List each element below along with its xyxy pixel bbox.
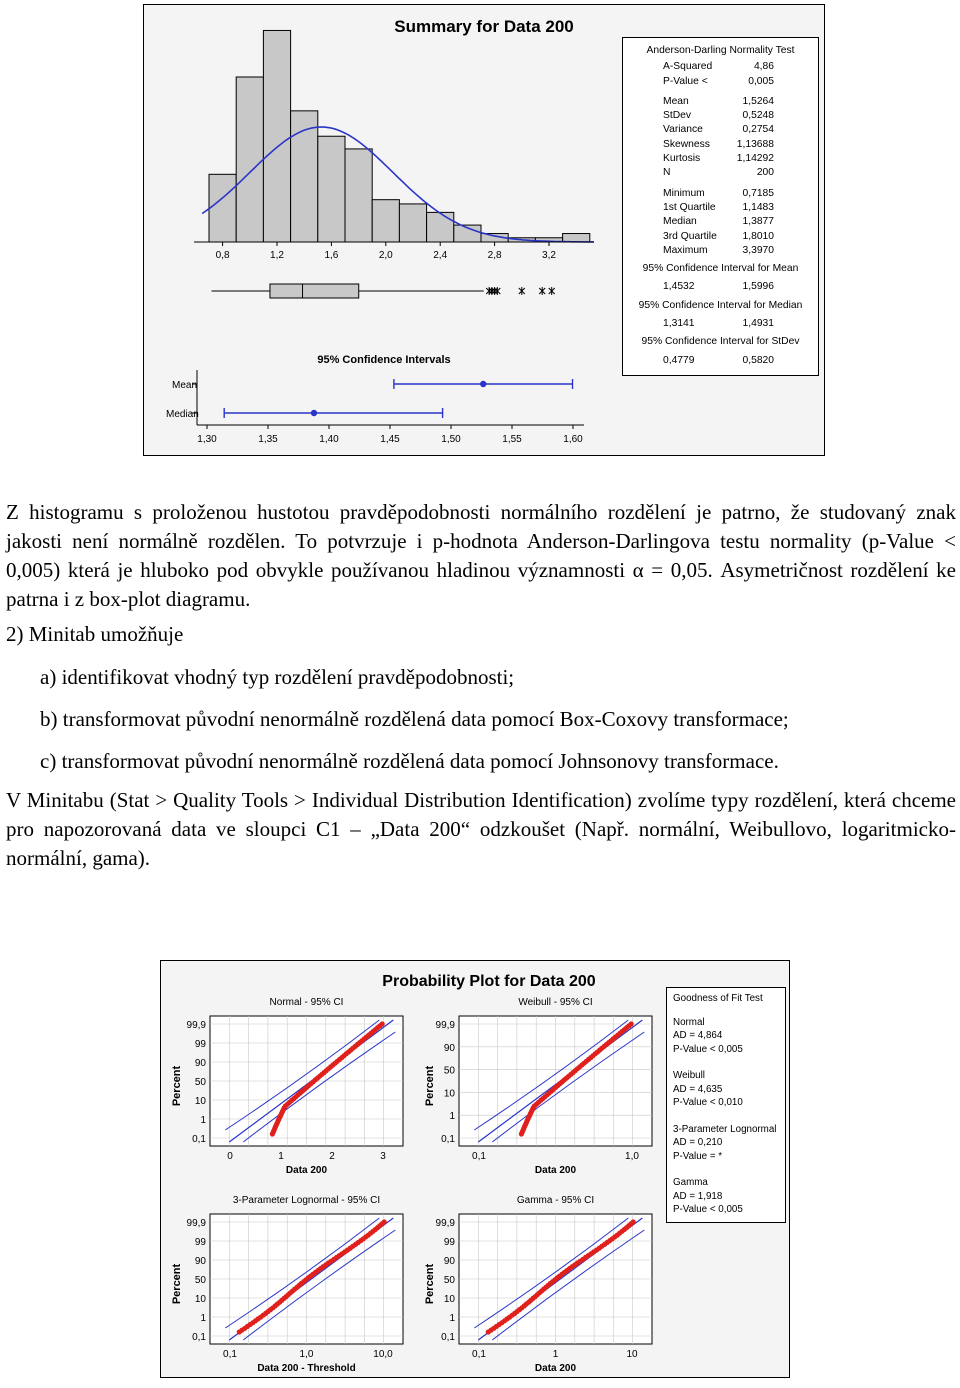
hist-tick-label: 0,8 — [215, 250, 230, 261]
percent-label-bottom-right: Percent — [424, 1263, 436, 1305]
subplot-xlabel: Data 200 — [534, 1363, 577, 1374]
y-tick-label: 90 — [443, 1256, 455, 1267]
ci-x-axis — [197, 425, 584, 445]
x-tick-label: 1 — [552, 1349, 559, 1360]
x-tick-label: 0,1 — [223, 1349, 237, 1360]
list-item-b: b) transformovat původní nenormálně rozdělená data pomocí Box-Coxovy transformace; — [40, 707, 789, 731]
stat-name: 3rd Quartile — [663, 230, 717, 242]
y-tick-label: 99,9 — [435, 1218, 455, 1229]
prob-subplot — [187, 997, 403, 1176]
y-tick-label: 1 — [200, 1313, 206, 1324]
y-tick-label: 90 — [194, 1256, 206, 1267]
histogram-bar — [263, 30, 290, 242]
gof-name: Gamma — [673, 1177, 708, 1188]
stat-row — [663, 109, 774, 123]
prob-subplot — [436, 997, 652, 1176]
gof-entry — [673, 1123, 785, 1164]
gof-ad: AD = 0,210 — [673, 1137, 723, 1148]
gof-box — [666, 987, 786, 1223]
y-tick-label: 10 — [194, 1294, 206, 1305]
y-tick-label: 50 — [443, 1065, 455, 1077]
stat-row — [663, 230, 774, 244]
stat-row — [663, 138, 774, 152]
histogram-bar — [318, 136, 345, 242]
gof-name: Weibull — [673, 1070, 705, 1081]
ci-tick-label: 1,45 — [380, 434, 400, 445]
list-item-a: a) identifikovat vhodný typ rozdělení pravděpodobnosti; — [40, 665, 515, 689]
ci-tick-label: 1,60 — [563, 434, 583, 445]
stat-row — [663, 75, 774, 89]
stat-row — [663, 187, 774, 201]
gof-title: Goodness of Fit Test — [673, 993, 763, 1004]
x-tick-label: 2 — [329, 1151, 335, 1162]
subplot-title: Normal - 95% CI — [269, 997, 344, 1008]
x-tick-label: 10,0 — [373, 1349, 393, 1360]
histogram-x-axis — [194, 242, 594, 261]
data-point — [380, 1021, 385, 1026]
x-tick-label: 1,0 — [625, 1151, 639, 1162]
x-tick-label: 0,1 — [472, 1349, 486, 1360]
gof-entry — [673, 1016, 785, 1057]
ad-rows — [663, 60, 774, 89]
histogram-bar — [399, 204, 426, 242]
gof-p: P-Value < 0,005 — [673, 1204, 743, 1215]
percent-label-bottom: Percent — [171, 1263, 183, 1305]
stat-value: 0,2754 — [742, 124, 774, 136]
stat-value: 200 — [756, 167, 774, 179]
outlier-marker — [539, 287, 545, 295]
ci-mean-high: 1,5996 — [742, 281, 774, 293]
ci-mean-label: 95% Confidence Interval for Mean — [642, 263, 799, 275]
ci-point — [311, 410, 317, 416]
ci-tick-label: 1,35 — [258, 434, 278, 445]
stat-value: 1,14292 — [736, 153, 774, 165]
y-tick-label: 99 — [194, 1039, 206, 1050]
y-tick-label: 1 — [200, 1115, 206, 1126]
subplot-title: Gamma - 95% CI — [516, 1195, 595, 1206]
stat-name: StDev — [663, 110, 692, 122]
box — [270, 284, 359, 298]
paragraph-1: Z histogramu s proloženou hustotou pravděpodobnosti normálního rozdělení je patrno, že studovaný znak jakosti není normálně rozdělen. To potvrzuje i p-hodnota Anderson-Darlingova testu normality (p-Value < 0,005) která je hluboko pod obvykle používanou hladinou významnosti α = 0,05. Asymetričnost rozdělení ke patrna i z box-plot diagramu. — [6, 500, 956, 611]
x-tick-label: 1,0 — [299, 1349, 314, 1360]
y-tick-label: 99 — [194, 1237, 206, 1248]
paragraph-3: V Minitabu (Stat > Quality Tools > Individual Distribution Identification) zvolíme typy rozdělení, která chceme pro napozorovaná data ve sloupci C1 – „Data 200“ odzkoušet (Např. normální, Weibullovo, logaritmicko-normální, gama). — [6, 788, 956, 870]
stat-name: N — [663, 167, 671, 179]
stat-row — [663, 201, 774, 215]
quartile-rows — [663, 187, 774, 258]
x-tick-label: 0,1 — [472, 1151, 486, 1162]
ci-median-label: 95% Confidence Interval for Median — [638, 299, 803, 311]
stat-name: 1st Quartile — [663, 201, 716, 213]
stat-value: 1,1483 — [742, 201, 774, 213]
gof-list — [673, 1016, 785, 1217]
stat-name: Mean — [663, 95, 689, 107]
hist-tick-label: 2,4 — [433, 250, 448, 261]
y-tick-label: 50 — [443, 1275, 455, 1286]
ci-title: 95% Confidence Intervals — [317, 354, 451, 366]
ci-stdev-label: 95% Confidence Interval for StDev — [641, 336, 800, 348]
hist-tick-label: 3,2 — [542, 250, 556, 261]
ci-median-values — [663, 317, 774, 331]
stat-name: Minimum — [663, 187, 705, 199]
ci-point — [480, 381, 486, 387]
subplot-xlabel: Data 200 - Threshold — [257, 1363, 356, 1374]
stat-row — [663, 60, 774, 74]
ci-plot — [224, 379, 572, 418]
stat-value: 1,13688 — [736, 138, 774, 150]
outlier-marker — [519, 287, 525, 295]
stats-box — [622, 37, 819, 376]
hist-tick-label: 2,0 — [378, 250, 393, 261]
y-tick-label: 99,9 — [435, 1020, 455, 1031]
ci-stdev-high: 0,5820 — [742, 354, 774, 366]
y-tick-label: 90 — [443, 1042, 455, 1054]
gof-entry — [673, 1176, 785, 1217]
stat-value: 3,3970 — [742, 244, 774, 256]
ci-label-median: Median — [166, 409, 199, 420]
paragraph-2: 2) Minitab umožňuje — [6, 622, 184, 646]
ci-median-high: 1,4931 — [742, 318, 774, 330]
data-point — [631, 1219, 636, 1224]
histogram-bar — [563, 234, 590, 242]
subplot-xlabel: Data 200 — [534, 1165, 577, 1176]
percent-label-top-right: Percent — [424, 1065, 436, 1107]
histogram-bar — [236, 77, 263, 242]
gof-p: P-Value < 0,005 — [673, 1043, 743, 1055]
ci-stdev-values — [663, 354, 774, 368]
body-text — [6, 498, 956, 873]
gof-ad: AD = 4,635 — [673, 1083, 723, 1095]
ci-mean-values — [663, 280, 774, 294]
ci-tick-label: 1,50 — [441, 434, 461, 445]
histogram-bar — [209, 174, 236, 242]
y-tick-label: 90 — [194, 1058, 206, 1069]
stat-name: Kurtosis — [663, 153, 701, 165]
x-tick-label: 1 — [278, 1151, 284, 1162]
desc-rows — [663, 95, 774, 181]
stat-value: 1,8010 — [742, 230, 774, 242]
ci-mean-low: 1,4532 — [663, 281, 695, 293]
stat-value: 4,86 — [753, 61, 774, 73]
ad-test-title: Anderson-Darling Normality Test — [646, 45, 795, 56]
ci-tick-label: 1,30 — [197, 434, 217, 445]
histogram — [209, 30, 590, 242]
x-tick-label: 10 — [626, 1349, 638, 1360]
y-tick-label: 1 — [449, 1313, 455, 1324]
y-tick-label: 50 — [194, 1275, 206, 1286]
summary-panel — [143, 4, 825, 456]
boxplot — [212, 284, 555, 298]
stat-name: Median — [663, 216, 697, 228]
stat-row — [663, 95, 774, 109]
stat-name: Variance — [663, 124, 703, 136]
subplot-xlabel: Data 200 — [285, 1165, 328, 1176]
y-tick-label: 99 — [443, 1237, 455, 1248]
y-tick-label: 0,1 — [192, 1134, 206, 1145]
stat-value: 0,7185 — [742, 187, 774, 199]
stat-row — [663, 123, 774, 137]
histogram-bar — [427, 212, 454, 242]
x-tick-label: 0 — [227, 1151, 233, 1162]
outlier-marker — [549, 287, 555, 295]
gof-ad: AD = 1,918 — [673, 1190, 723, 1202]
y-tick-label: 0,1 — [441, 1134, 455, 1145]
probability-subplots — [187, 997, 652, 1374]
prob-title: Probability Plot for Data 200 — [382, 973, 596, 990]
summary-title: Summary for Data 200 — [394, 17, 574, 36]
stat-row — [663, 166, 774, 180]
gof-name: 3-Parameter Lognormal — [673, 1123, 777, 1135]
stat-value: 0,005 — [748, 75, 774, 87]
y-tick-label: 1 — [449, 1111, 455, 1123]
ci-label-mean: Mean — [172, 380, 198, 391]
stat-row — [663, 244, 774, 258]
ci-tick-label: 1,55 — [502, 434, 522, 445]
y-tick-label: 0,1 — [192, 1332, 206, 1343]
percent-label-top: Percent — [171, 1065, 183, 1107]
gof-entry — [673, 1069, 785, 1110]
stat-name: Maximum — [663, 244, 708, 256]
data-point — [382, 1219, 387, 1224]
stat-name: P-Value < — [663, 75, 708, 87]
hist-tick-label: 1,6 — [324, 250, 339, 261]
y-tick-label: 0,1 — [441, 1332, 455, 1343]
prob-subplot — [187, 1195, 403, 1374]
data-point — [629, 1021, 634, 1026]
stat-name: A-Squared — [663, 61, 713, 73]
stat-row — [663, 215, 774, 229]
subplot-title: Weibull - 95% CI — [518, 997, 593, 1008]
gof-p: P-Value < 0,010 — [673, 1097, 743, 1108]
x-tick-label: 3 — [380, 1151, 386, 1162]
gof-ad: AD = 4,864 — [673, 1030, 723, 1041]
y-tick-label: 10 — [443, 1294, 455, 1305]
histogram-bar — [372, 200, 399, 242]
y-tick-label: 10 — [194, 1096, 206, 1107]
y-tick-label: 50 — [194, 1077, 206, 1088]
subplot-title: 3-Parameter Lognormal - 95% CI — [232, 1195, 381, 1206]
hist-tick-label: 2,8 — [487, 250, 502, 261]
histogram-bar — [345, 149, 372, 242]
hist-tick-label: 1,2 — [270, 250, 284, 261]
prob-subplot — [436, 1195, 652, 1374]
stat-value: 1,5264 — [742, 95, 774, 107]
stat-value: 1,3877 — [742, 216, 774, 228]
stat-name: Skewness — [663, 138, 710, 150]
stat-row — [663, 152, 774, 166]
ci-median-low: 1,3141 — [663, 318, 695, 330]
list-item-c: c) transformovat původní nenormálně rozdělená data pomocí Johnsonovy transformace. — [40, 749, 779, 773]
y-tick-label: 99,9 — [186, 1020, 206, 1031]
y-tick-label: 99,9 — [186, 1218, 206, 1229]
gof-p: P-Value = * — [673, 1150, 723, 1162]
y-tick-label: 10 — [443, 1088, 455, 1100]
ci-tick-label: 1,40 — [319, 434, 339, 445]
ci-stdev-low: 0,4779 — [663, 354, 695, 366]
probability-panel — [160, 960, 790, 1378]
gof-name: Normal — [673, 1016, 705, 1028]
stat-value: 0,5248 — [742, 110, 774, 122]
